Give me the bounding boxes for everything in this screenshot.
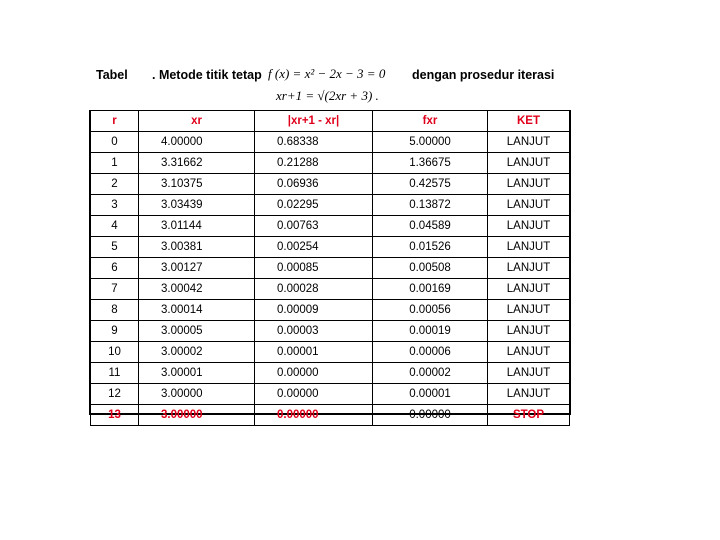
header-fxr: fxr: [373, 111, 488, 132]
cell-fxr: 0.00169: [373, 279, 488, 300]
cell-ket: LANJUT: [488, 153, 570, 174]
cell-ket: LANJUT: [488, 279, 570, 300]
caption-formula: f (x) = x² − 2x − 3 = 0: [268, 66, 386, 81]
cell-fxr: 0.01526: [373, 237, 488, 258]
cell-xr: 3.00014: [139, 300, 255, 321]
cell-ket: LANJUT: [488, 321, 570, 342]
cell-r: 4: [91, 216, 139, 237]
cell-r: 10: [91, 342, 139, 363]
cell-xr: 3.00000: [139, 405, 255, 426]
cell-ket: LANJUT: [488, 258, 570, 279]
table-row: [91, 195, 570, 216]
caption-tabel: Tabel: [96, 68, 128, 82]
cell-r: 13: [91, 405, 139, 426]
cell-r: 12: [91, 384, 139, 405]
cell-diff: 0.00009: [255, 300, 373, 321]
cell-fxr: 0.00002: [373, 363, 488, 384]
cell-diff: 0.00763: [255, 216, 373, 237]
table-row: [91, 342, 570, 363]
cell-r: 9: [91, 321, 139, 342]
cell-r: 5: [91, 237, 139, 258]
table-row: [91, 300, 570, 321]
cell-xr: 4.00000: [139, 132, 255, 153]
cell-diff: 0.21288: [255, 153, 373, 174]
cell-r: 7: [91, 279, 139, 300]
cell-xr: 3.03439: [139, 195, 255, 216]
cell-r: 6: [91, 258, 139, 279]
cell-xr: 3.00001: [139, 363, 255, 384]
table-body: [91, 132, 570, 426]
cell-r: 8: [91, 300, 139, 321]
cell-diff: 0.00000: [255, 384, 373, 405]
header-xr: xr: [139, 111, 255, 132]
cell-fxr: 0.00006: [373, 342, 488, 363]
cell-fxr: 0.13872: [373, 195, 488, 216]
cell-xr: 3.31662: [139, 153, 255, 174]
cell-fxr: 0.00508: [373, 258, 488, 279]
cell-xr: 3.00127: [139, 258, 255, 279]
cell-xr: 3.00000: [139, 384, 255, 405]
table-row: [91, 237, 570, 258]
cell-r: 0: [91, 132, 139, 153]
cell-fxr: 0.42575: [373, 174, 488, 195]
caption-procedure: dengan prosedur iterasi: [412, 68, 555, 82]
cell-diff: 0.02295: [255, 195, 373, 216]
cell-fxr: 0.04589: [373, 216, 488, 237]
cell-diff: 0.00003: [255, 321, 373, 342]
table-row: [91, 405, 570, 426]
cell-xr: 3.01144: [139, 216, 255, 237]
iteration-formula: xr+1 = √(2xr + 3) .: [276, 88, 379, 103]
cell-xr: 3.00002: [139, 342, 255, 363]
cell-fxr: 0.00001: [373, 384, 488, 405]
table-row: [91, 384, 570, 405]
cell-xr: 3.10375: [139, 174, 255, 195]
cell-ket: LANJUT: [488, 384, 570, 405]
cell-xr: 3.00042: [139, 279, 255, 300]
cell-xr: 3.00381: [139, 237, 255, 258]
cell-ket: LANJUT: [488, 363, 570, 384]
cell-ket: LANJUT: [488, 195, 570, 216]
cell-ket: STOP: [488, 405, 570, 426]
cell-ket: LANJUT: [488, 216, 570, 237]
cell-xr: 3.00005: [139, 321, 255, 342]
cell-fxr: 1.36675: [373, 153, 488, 174]
table-row: [91, 216, 570, 237]
cell-diff: 0.00085: [255, 258, 373, 279]
data-table: [90, 110, 570, 426]
table-caption: [96, 64, 696, 112]
cell-diff: 0.00001: [255, 342, 373, 363]
table-row: [91, 279, 570, 300]
cell-ket: LANJUT: [488, 174, 570, 195]
table-row: [91, 153, 570, 174]
cell-diff: 0.00000: [255, 405, 373, 426]
iteration-table: [89, 110, 571, 421]
cell-diff: 0.00028: [255, 279, 373, 300]
header-ket: KET: [488, 111, 570, 132]
header-r: r: [91, 111, 139, 132]
table-row: [91, 321, 570, 342]
cell-ket: LANJUT: [488, 342, 570, 363]
cell-diff: 0.00000: [255, 363, 373, 384]
table-row: [91, 363, 570, 384]
cell-ket: LANJUT: [488, 237, 570, 258]
cell-diff: 0.06936: [255, 174, 373, 195]
cell-fxr: 0.00000: [373, 405, 488, 426]
cell-ket: LANJUT: [488, 132, 570, 153]
cell-r: 2: [91, 174, 139, 195]
table-row: [91, 174, 570, 195]
table-header-row: [91, 111, 570, 132]
header-diff: |xr+1 - xr|: [255, 111, 373, 132]
cell-diff: 0.68338: [255, 132, 373, 153]
cell-r: 1: [91, 153, 139, 174]
cell-fxr: 0.00056: [373, 300, 488, 321]
cell-r: 11: [91, 363, 139, 384]
cell-diff: 0.00254: [255, 237, 373, 258]
cell-r: 3: [91, 195, 139, 216]
table-row: [91, 258, 570, 279]
cell-fxr: 5.00000: [373, 132, 488, 153]
table-row: [91, 132, 570, 153]
cell-fxr: 0.00019: [373, 321, 488, 342]
cell-ket: LANJUT: [488, 300, 570, 321]
caption-method: . Metode titik tetap: [152, 68, 262, 82]
